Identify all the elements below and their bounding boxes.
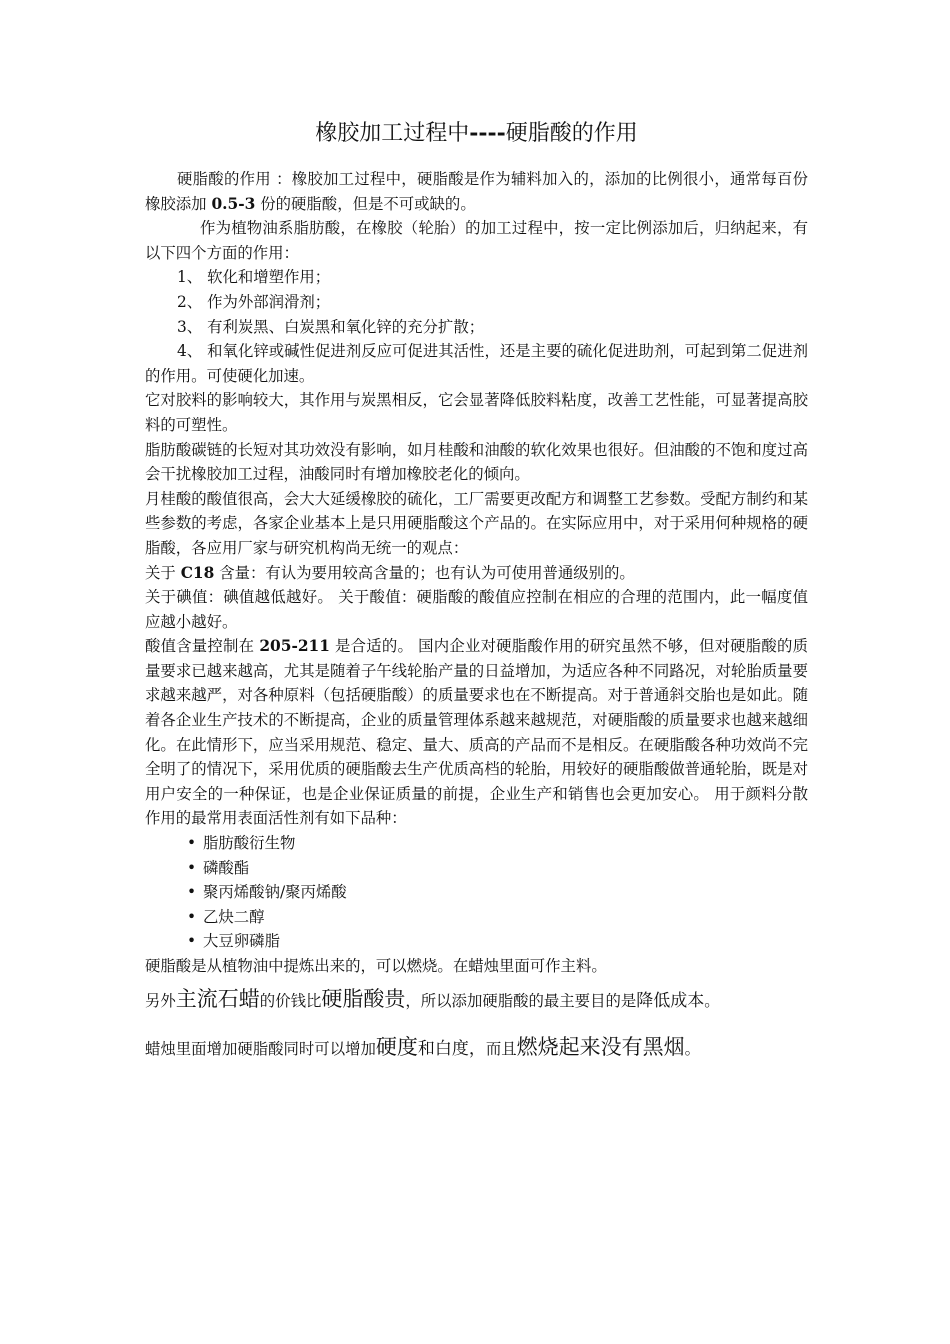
c18-label: C18 bbox=[180, 563, 215, 582]
functions-intro-paragraph: 作为植物油系脂肪酸，在橡胶（轮胎）的加工过程中，按一定比例添加后，归纳起来，有以下四个方面的作用： bbox=[145, 219, 808, 262]
bullet-icon: • bbox=[187, 932, 197, 951]
c18-text-c: 含量：有认为要用较高含量的；也有认为可使用普通级别的。 bbox=[214, 563, 635, 582]
function-item-2: 2、 作为外部润滑剂； bbox=[177, 292, 331, 311]
hardness-text-d: 而且 bbox=[485, 1039, 517, 1058]
title-dashes: ---- bbox=[469, 120, 506, 146]
iodine-acid-paragraph: 关于碘值：碘值越低越好。 关于酸值：硬脂酸的酸值应控制在相应的合理的范围内，此一幅度值应越小越好。 bbox=[145, 588, 808, 631]
intro-paragraph bbox=[145, 167, 808, 216]
acid-text-a: 酸值含量控制在 bbox=[145, 637, 260, 656]
function-item-3: 3、 有利炭黑、白炭黑和氧化锌的充分扩散； bbox=[177, 317, 485, 336]
no-smoke-emphasis: 燃烧起来没有黑烟 bbox=[516, 1034, 685, 1059]
list-item bbox=[187, 929, 808, 954]
lauric-acid-paragraph: 月桂酸的酸值很高，会大大延缓橡胶的硫化，工厂需要更改配方和调整工艺参数。受配方制约和某些参数的考虑，各家企业基本上是只用硬脂酸这个产品的。在实际应用中，对于采用何种规格的硬脂酸，各应用厂家与研究机构尚无统一的观点： bbox=[145, 489, 808, 557]
carbon-chain-paragraph: 脂肪酸碳链的长短对其功效没有影响，如月桂酸和油酸的软化效果也很好。但油酸的不饱和度过高会干扰橡胶加工过程，油酸同时有增加橡胶老化的倾向。 bbox=[145, 440, 808, 484]
c18-paragraph bbox=[145, 561, 808, 586]
list-item-text: 大豆卵磷脂 bbox=[203, 932, 280, 951]
list-item bbox=[187, 905, 808, 930]
cost-emphasis-paraffin: 主流石蜡 bbox=[175, 986, 260, 1011]
surfactant-list bbox=[145, 831, 808, 954]
function-item-4: 4、 和氧化锌或碱性促进剂反应可促进其活性，还是主要的硫化促进助剂，可起到第二促进剂的作用。可使硬化加速。 bbox=[145, 342, 808, 385]
effect-paragraph: 它对胶料的影响较大，其作用与炭黑相反，它会显著降低胶料粘度，改善工艺性能，可显著提高胶料的可塑性。 bbox=[145, 391, 808, 434]
cost-emphasis-reduce: 降低成本 bbox=[636, 990, 705, 1011]
bullet-icon: • bbox=[187, 883, 197, 902]
cost-text-a: 另外 bbox=[145, 991, 176, 1010]
list-item bbox=[187, 831, 808, 856]
intro-text-a: 硬脂酸的作用 ：橡胶加工过程中，硬脂酸是作为辅料加入的，添加的比例很小，通常每百份橡胶添加 bbox=[145, 170, 808, 213]
bullet-icon: • bbox=[187, 907, 197, 926]
intro-text-c: 份的硬脂酸，但是不可或缺的。 bbox=[255, 194, 476, 213]
hardness-line bbox=[145, 1027, 808, 1069]
c18-text-a: 关于 bbox=[145, 563, 181, 582]
cost-text-c: 的价钱比 bbox=[259, 991, 322, 1010]
candle-paragraph: 硬脂酸是从植物油中提炼出来的，可以燃烧。在蜡烛里面可作主料。 bbox=[145, 957, 607, 975]
hardness-text-c: 和白度， bbox=[417, 1038, 486, 1059]
function-item-1: 1、 软化和增塑作用； bbox=[177, 268, 331, 287]
acid-value-range: 205-211 bbox=[259, 637, 330, 656]
acid-value-paragraph bbox=[145, 634, 808, 831]
title-rest: 硬脂酸的作用 bbox=[505, 121, 638, 146]
title-main: 橡胶加工过程中 bbox=[315, 121, 470, 146]
list-item-text: 磷酸酯 bbox=[203, 858, 250, 877]
cost-text-e: ，所以添加硬脂酸的最主要目的是 bbox=[405, 991, 637, 1010]
list-item-text: 聚丙烯酸钠/聚丙烯酸 bbox=[203, 883, 347, 902]
hardness-text-a: 蜡烛里面增加硬脂酸同时可以增加 bbox=[145, 1039, 376, 1058]
acid-text-c: 是合适的。 国内企业对硬脂酸作用的研究虽然不够，但对硬脂酸的质量要求已越来越高，尤其是随着子午线轮胎产量的日益增加，为适应各种不同路况，对轮胎质量要求越来越严，对各种原料（包括硬脂酸）的质量要求也在不断提高。对于普通斜交胎也是如此。随着各企业生产技术的不断提高，企业的质量管理体系越来越规范，对硬脂酸的质量要求也越来越细化。在此情形下，应当采用规范、稳定、量大、质高的产品而不是相反。在硬脂酸各种功效尚不完全明了的情况下，采用优质的硬脂酸去生产优质高档的轮胎，用较好的硬脂酸做普通轮胎，既是对用户安全的一种保证，也是企业保证质量的前提，企业生产和销售也会更加安心。 用于颜料分散作用的最常用表面活性剂有如下品种： bbox=[145, 637, 808, 828]
cost-line bbox=[145, 981, 808, 1019]
cost-text-g: 。 bbox=[704, 991, 720, 1010]
list-item bbox=[187, 856, 808, 881]
list-item-text: 乙炔二醇 bbox=[203, 907, 265, 926]
dosage-range: 0.5-3 bbox=[211, 194, 256, 213]
hardness-emphasis: 硬度 bbox=[375, 1034, 418, 1059]
cost-emphasis-stearic: 硬脂酸贵 bbox=[321, 986, 406, 1011]
list-item bbox=[187, 880, 808, 905]
document-title bbox=[145, 118, 808, 149]
bullet-icon: • bbox=[187, 834, 197, 853]
bullet-icon: • bbox=[187, 858, 197, 877]
hardness-text-f: 。 bbox=[684, 1039, 701, 1058]
list-item-text: 脂肪酸衍生物 bbox=[203, 834, 296, 853]
document-page bbox=[145, 118, 808, 1069]
